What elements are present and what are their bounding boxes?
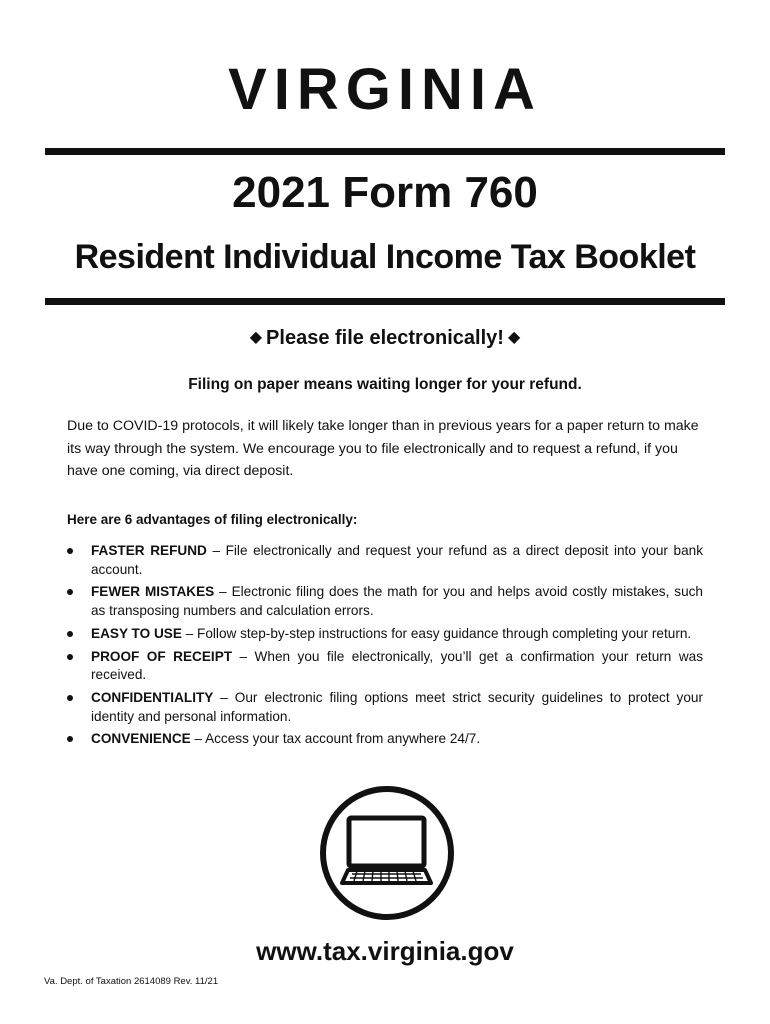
advantage-text: – Electronic filing does the math for you and helps avoid costly mistakes, such as transposing numbers and calculation errors. xyxy=(91,584,703,619)
advantage-item xyxy=(67,730,703,749)
booklet-title: Resident Individual Income Tax Booklet xyxy=(74,238,696,276)
advantage-term: EASY TO USE xyxy=(91,625,182,641)
diamond-left-icon: ◆ xyxy=(249,329,263,346)
diamond-right-icon: ◆ xyxy=(507,329,521,346)
advantages-list xyxy=(67,542,703,753)
advantage-term: PROOF OF RECEIPT xyxy=(91,648,233,664)
advantage-item xyxy=(67,689,703,726)
advantage-term: FASTER REFUND xyxy=(91,543,207,558)
bullet-icon xyxy=(67,654,73,660)
efile-text: Please file electronically! xyxy=(266,327,504,349)
bullet-icon xyxy=(67,631,73,637)
advantages-heading: Here are 6 advantages of filing electronically: xyxy=(67,512,358,527)
advantage-text: – When you file electronically, you’ll get a confirmation your return was received. xyxy=(91,648,703,683)
laptop-icon xyxy=(319,785,455,921)
laptop-badge xyxy=(319,785,455,921)
advantage-term: CONFIDENTIALITY xyxy=(91,689,214,705)
waiting-notice: Filing on paper means waiting longer for your refund. xyxy=(188,376,582,393)
advantage-term: CONVENIENCE xyxy=(91,731,191,747)
bullet-icon xyxy=(67,548,73,554)
advantage-text: – Access your tax account from anywhere 24/7. xyxy=(190,731,481,747)
top-rule xyxy=(45,148,725,155)
bullet-icon xyxy=(67,736,73,742)
advantage-text: – Our electronic filing options meet strict security guidelines to protect your identity and personal information. xyxy=(91,689,703,724)
advantage-text: – File electronically and request your refund as a direct deposit into your bank account. xyxy=(91,543,703,577)
advantage-item xyxy=(67,648,703,685)
advantage-item xyxy=(67,583,703,620)
advantage-text: – Follow step-by-step instructions for easy guidance through completing your return. xyxy=(181,625,692,641)
advantage-item xyxy=(67,625,703,644)
footer-dept-id: Va. Dept. of Taxation 2614089 Rev. 11/21 xyxy=(44,976,219,987)
website-link[interactable]: www.tax.virginia.gov xyxy=(256,936,514,966)
efile-banner xyxy=(0,327,770,350)
advantage-item xyxy=(67,542,703,579)
bullet-icon xyxy=(67,695,73,701)
intro-paragraph: Due to COVID-19 protocols, it will likely take longer than in previous years for a paper return to make its way through the system. We encourage you to file electronically and to request a refund, if you have one coming, via direct deposit. xyxy=(67,418,699,479)
state-title: VIRGINIA xyxy=(228,57,542,122)
bullet-icon xyxy=(67,589,73,595)
advantage-term: FEWER MISTAKES xyxy=(91,584,215,600)
form-title: 2021 Form 760 xyxy=(232,168,538,217)
bottom-rule xyxy=(45,298,725,305)
